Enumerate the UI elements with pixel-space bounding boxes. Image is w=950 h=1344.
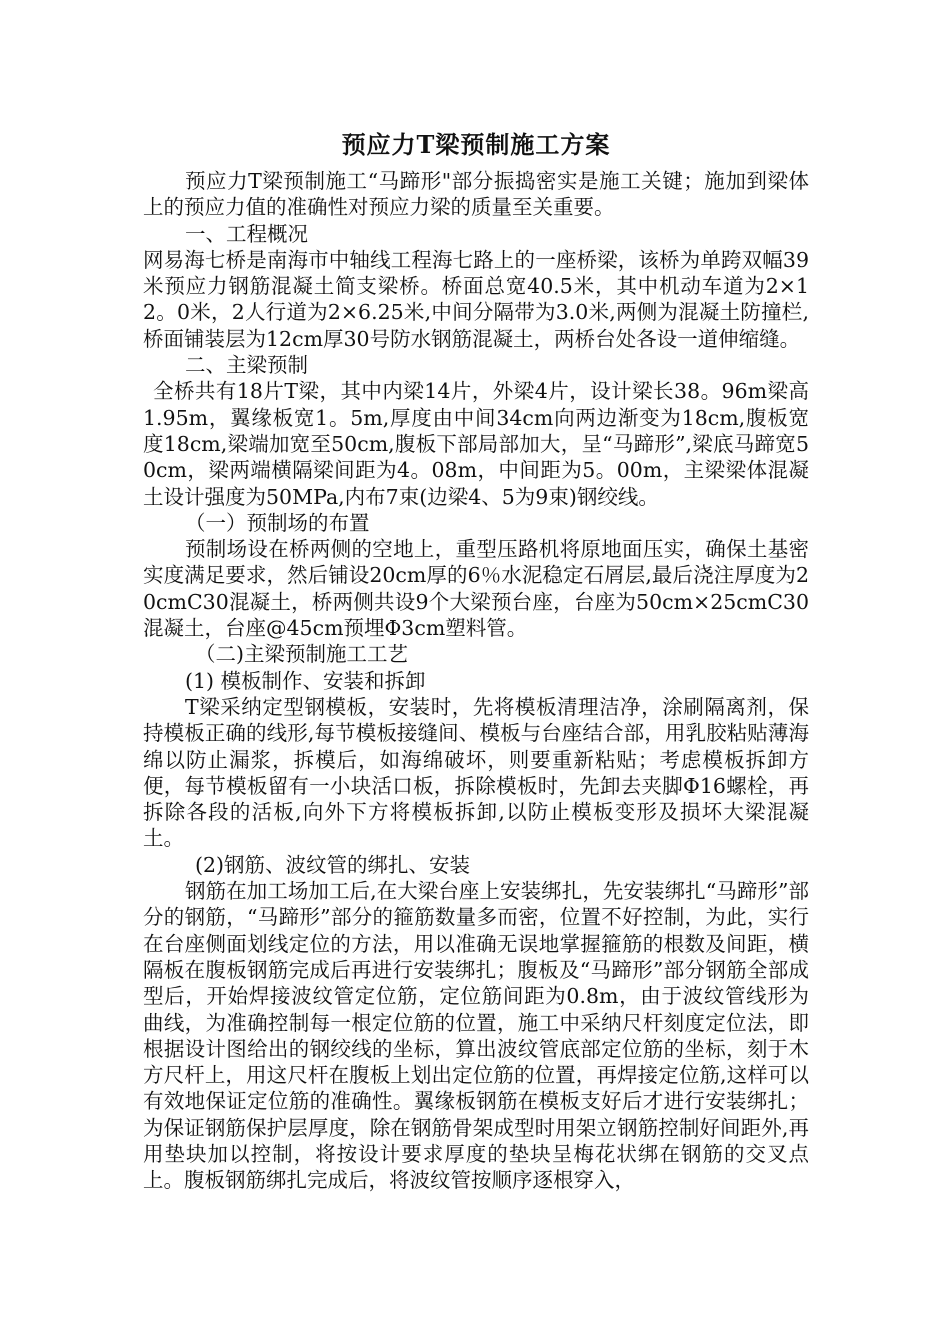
overview-paragraph: 网易海七桥是南海市中轴线工程海七路上的一座桥梁，该桥为单跨双幅39米预应力钢筋混凝土简支梁桥。桥面总宽40.5米，其中机动车道为2×12。0米，2人行道为2×6.25米,中间分隔带为3.0米,两侧为混凝土防撞栏,桥面铺装层为12cm厚30号防水钢筋混凝土，两桥台处各设一道伸缩缝。 <box>143 247 809 351</box>
section-heading-main-beam: 二、主梁预制 <box>185 353 308 378</box>
subsection-heading-process: （二)主梁预制施工工艺 <box>195 642 408 667</box>
formwork-paragraph: T梁采纳定型钢模板，安装时，先将模板清理洁净，涂刷隔离剂，保持模板正确的线形,每节模板接缝间、模板与台座结合部，用乳胶粘贴薄海绵以防止漏浆，拆模后，如海绵破坏，则要重新粘贴；考虑模板拆卸方便，每节模板留有一小块活口板，拆除模板时，先卸去夹脚Φ16螺栓，再拆除各段的活板,向外下方将模板拆卸,以防止模板变形及损坏大梁混凝土。 <box>143 694 809 851</box>
item-heading-formwork: (1) 模板制作、安装和拆卸 <box>185 668 426 693</box>
main-beam-paragraph: 全桥共有18片T梁，其中内梁14片，外梁4片，设计梁长38。96m梁高1.95m，翼缘板宽1。5m,厚度由中间34cm向两边渐变为18cm,腹板宽度18cm,梁端加宽至50cm,腹板下部局部加大，呈“马蹄形”,梁底马蹄宽50cm，梁两端横隔梁间距为4。08m，中间距为5。00m，主梁梁体混凝土设计强度为50MPa,内布7束(边梁4、5为9束)钢绞线。 <box>143 379 809 509</box>
rebar-paragraph: 钢筋在加工场加工后,在大梁台座上安装绑扎，先安装绑扎“马蹄形”部分的钢筋，“马蹄形”部分的箍筋数量多而密，位置不好控制，为此，实行在台座侧面划线定位的方法，用以准确无误地掌握箍筋的根数及间距，横隔板在腹板钢筋完成后再进行安装绑扎；腹板及“马蹄形”部分钢筋全部成型后，开始焊接波纹管定位筋，定位筋间距为0.8m，由于波纹管线形为曲线，为准确控制每一根定位筋的位置，施工中采纳尺杆刻度定位法，即根据设计图给出的钢绞线的坐标，算出波纹管底部定位筋的坐标，刻于木方尺杆上，用这尺杆在腹板上划出定位筋的位置，再焊接定位筋,这样可以有效地保证定位筋的准确性。翼缘板钢筋在模板支好后才进行安装绑扎；为保证钢筋保护层厚度，除在钢筋骨架成型时用架立钢筋控制好间距外,再用垫块加以控制，将按设计要求厚度的垫块呈梅花状绑在钢筋的交叉点上。腹板钢筋绑扎完成后，将波纹管按顺序逐根穿入， <box>143 879 809 1193</box>
section-heading-overview: 一、工程概况 <box>185 221 308 246</box>
subsection-heading-yard: （一）预制场的布置 <box>185 510 370 535</box>
document-page <box>143 128 809 1194</box>
yard-paragraph: 预制场设在桥两侧的空地上，重型压路机将原地面压实，确保土基密实度满足要求，然后铺设20cm厚的6％水泥稳定石屑层,最后浇注厚度为20cmC30混凝土，桥两侧共设9个大梁预台座，台座为50cm×25cmC30混凝土，台座@45cm预埋Φ3cm塑料管。 <box>143 537 809 641</box>
item-heading-rebar: (2)钢筋、波纹管的绑扎、安装 <box>195 852 471 877</box>
intro-paragraph: 预应力T梁预制施工“马蹄形"部分振捣密实是施工关键；施加到梁体上的预应力值的准确性对预应力梁的质量至关重要。 <box>143 169 809 220</box>
document-title: 预应力T梁预制施工方案 <box>341 130 611 159</box>
